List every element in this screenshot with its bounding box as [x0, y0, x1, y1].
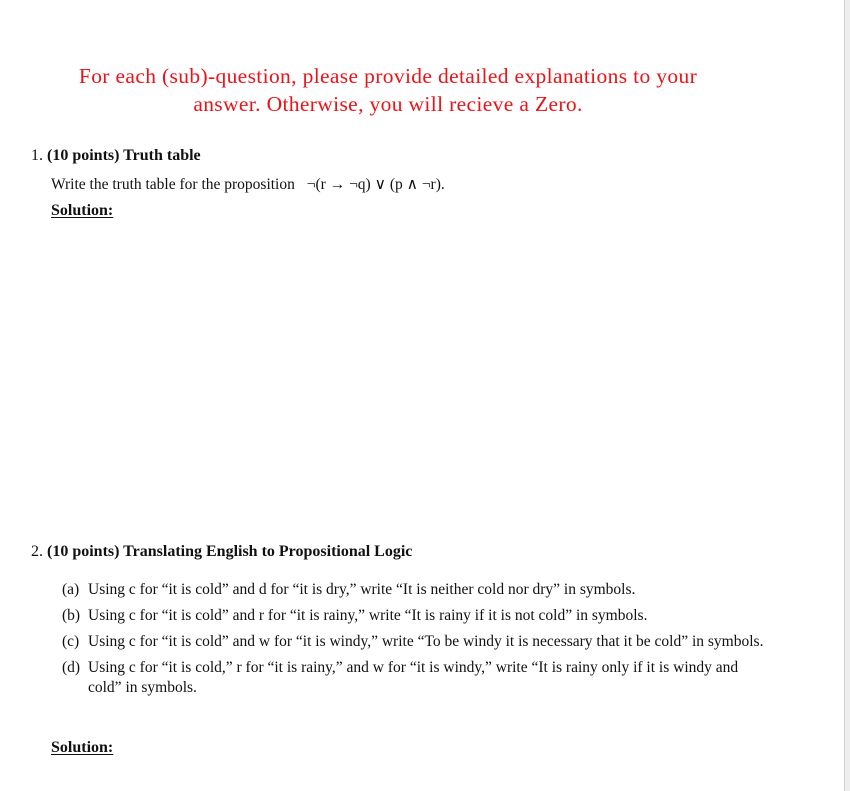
question-2-part-d [64, 658, 774, 698]
question-2-number: 2. [31, 543, 43, 560]
notice-line-2: answer. Otherwise, you will recieve a Zero. [193, 92, 583, 116]
page-edge [844, 0, 850, 791]
question-1-solution-label: Solution: [51, 202, 114, 219]
part-label: (a) [62, 581, 80, 598]
part-text: Using c for “it is cold” and r for “it is rainy,” write “It is rainy if it is not cold” in symbols. [88, 607, 648, 624]
question-1-number: 1. [31, 147, 43, 164]
question-1-text: Write the truth table for the proposition [51, 176, 295, 193]
question-2-title: (10 points) Translating English to Propositional Logic [47, 543, 413, 560]
part-label: (d) [62, 659, 81, 676]
part-text: Using c for “it is cold” and w for “it is windy,” write “To be windy it is necessary that it be cold” in symbols. [88, 633, 764, 650]
question-1-title: (10 points) Truth table [47, 147, 201, 164]
question-2-part-b [64, 606, 774, 626]
question-1-prompt [51, 175, 445, 194]
instructions-notice [18, 62, 758, 118]
question-2-part-c [64, 632, 774, 652]
part-label: (c) [62, 633, 80, 650]
question-2-parts [64, 580, 774, 704]
question-2-heading [31, 543, 412, 561]
question-1-heading [31, 147, 201, 165]
question-1-expression: ¬(r → ¬q) ∨ (p ∧ ¬r). [306, 176, 445, 193]
question-2-solution-label: Solution: [51, 739, 114, 756]
part-text: Using c for “it is cold” and d for “it is dry,” write “It is neither cold nor dry” in symbols. [88, 581, 636, 598]
question-2-part-a [64, 580, 774, 600]
part-label: (b) [62, 607, 81, 624]
notice-line-1: For each (sub)-question, please provide detailed explanations to your [78, 64, 698, 88]
part-text: Using c for “it is cold,” r for “it is rainy,” and w for “it is windy,” write “It is rainy only if it is windy and cold” in symbols. [88, 659, 739, 696]
